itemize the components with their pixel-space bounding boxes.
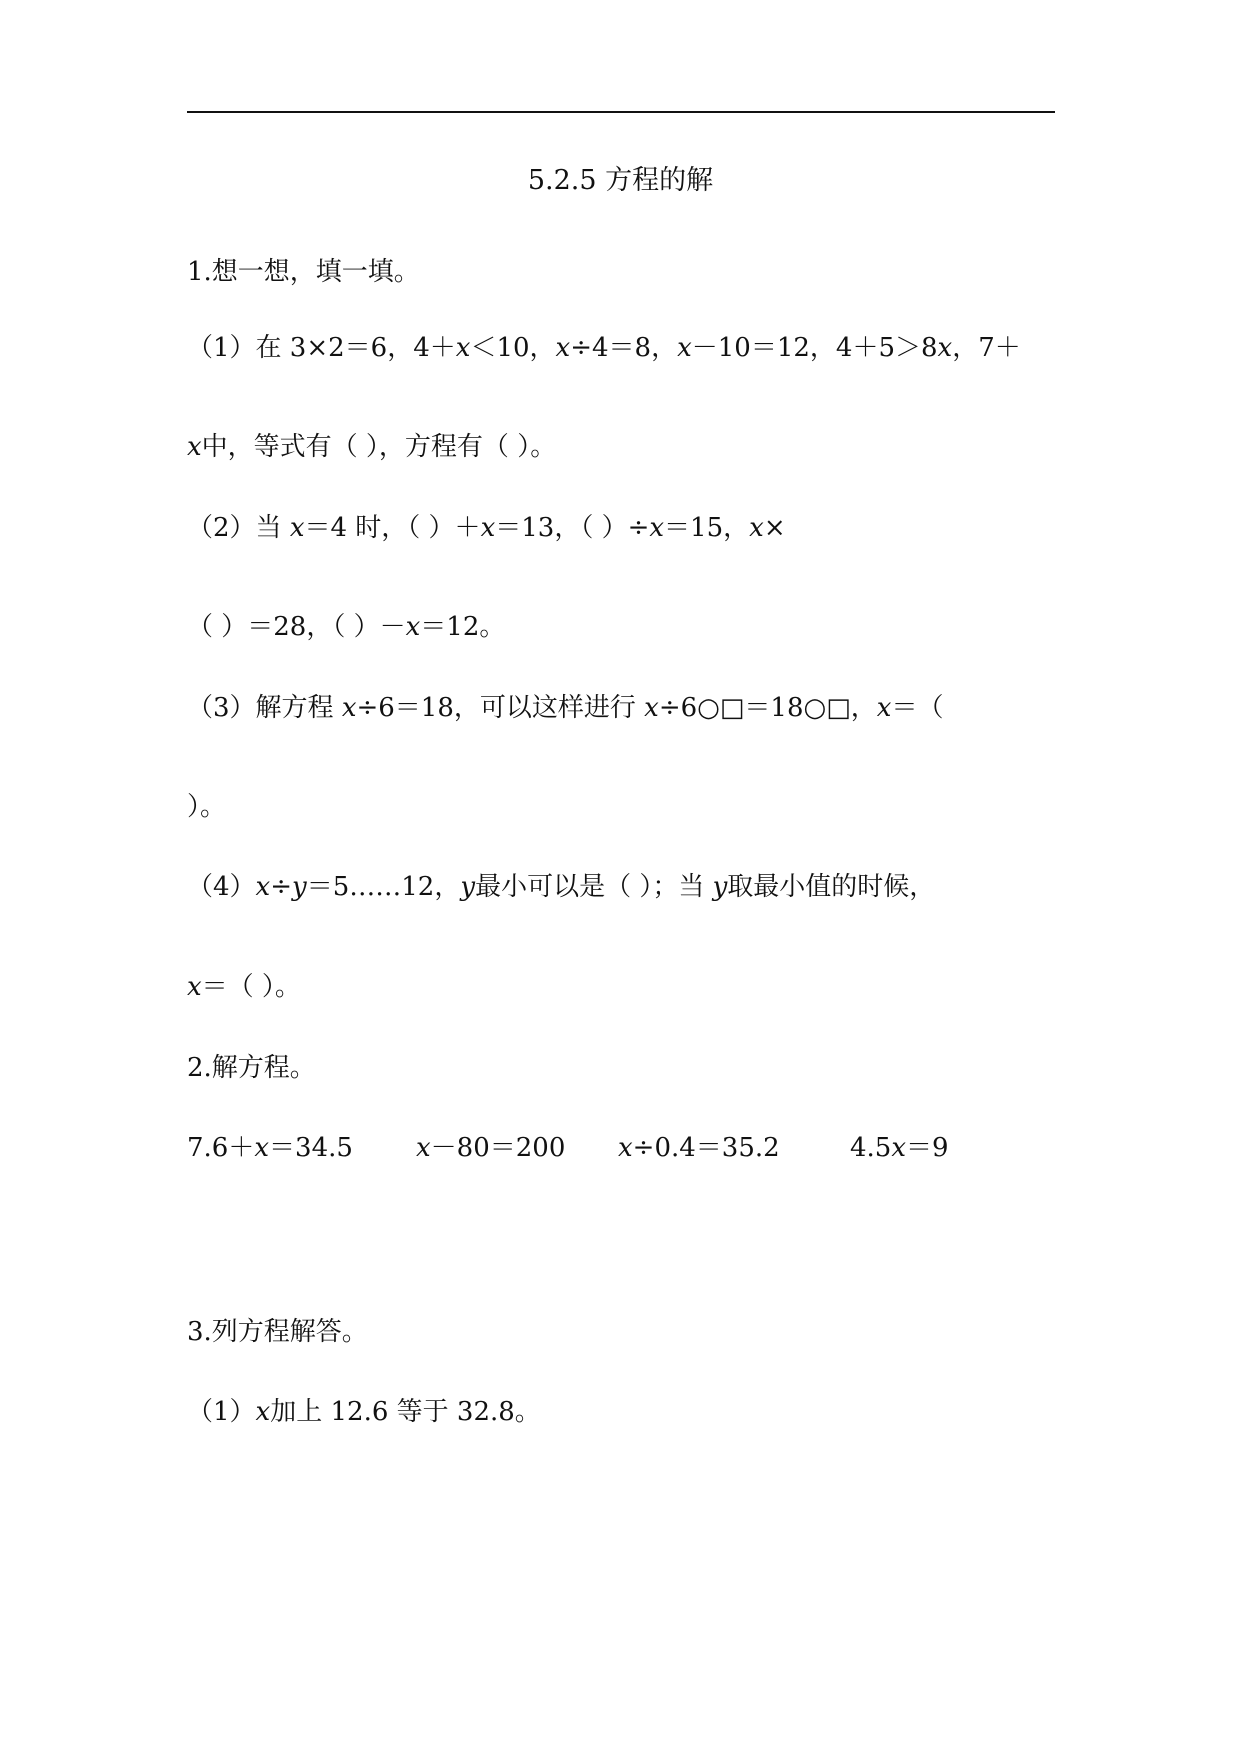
- q1-part3-line1: （3）解方程 x÷6＝18，可以这样进行 x÷6○□＝18○□，x＝（: [187, 693, 944, 723]
- header-rule: [187, 111, 1055, 113]
- q1-part4-line1: （4）x÷y＝5……12，y最小可以是（ ）；当 y取最小值的时候，: [187, 872, 936, 902]
- q1-part4-line2: x＝（ ）。: [187, 972, 301, 1002]
- page-title: 5.2.5 方程的解: [527, 165, 714, 196]
- q3-heading: 3.列方程解答。: [187, 1317, 368, 1347]
- q1-heading: 1.想一想，填一填。: [187, 257, 420, 287]
- q2-heading: 2.解方程。: [187, 1053, 316, 1083]
- q1-part3-line2: ）。: [187, 792, 227, 822]
- q2-equation-2: x－80＝200: [416, 1133, 566, 1163]
- q1-part2-line2: （ ）＝28，（ ）－x＝12。: [187, 612, 506, 642]
- q2-equation-3: x÷0.4＝35.2: [618, 1133, 780, 1163]
- q1-part1-line2: x中，等式有（ ），方程有（ ）。: [187, 432, 557, 462]
- q2-equation-1: 7.6＋x＝34.5: [187, 1133, 353, 1163]
- q1-part1-line1: （1）在 3×2＝6，4＋x＜10，x÷4＝8，x－10＝12，4＋5＞8x，7＋: [187, 333, 1021, 363]
- q3-part1: （1）x加上 12.6 等于 32.8。: [187, 1397, 541, 1427]
- q1-part2-line1: （2）当 x＝4 时，（ ）＋x＝13，（ ）÷x＝15，x×: [187, 513, 786, 543]
- q2-equation-4: 4.5x＝9: [850, 1133, 949, 1163]
